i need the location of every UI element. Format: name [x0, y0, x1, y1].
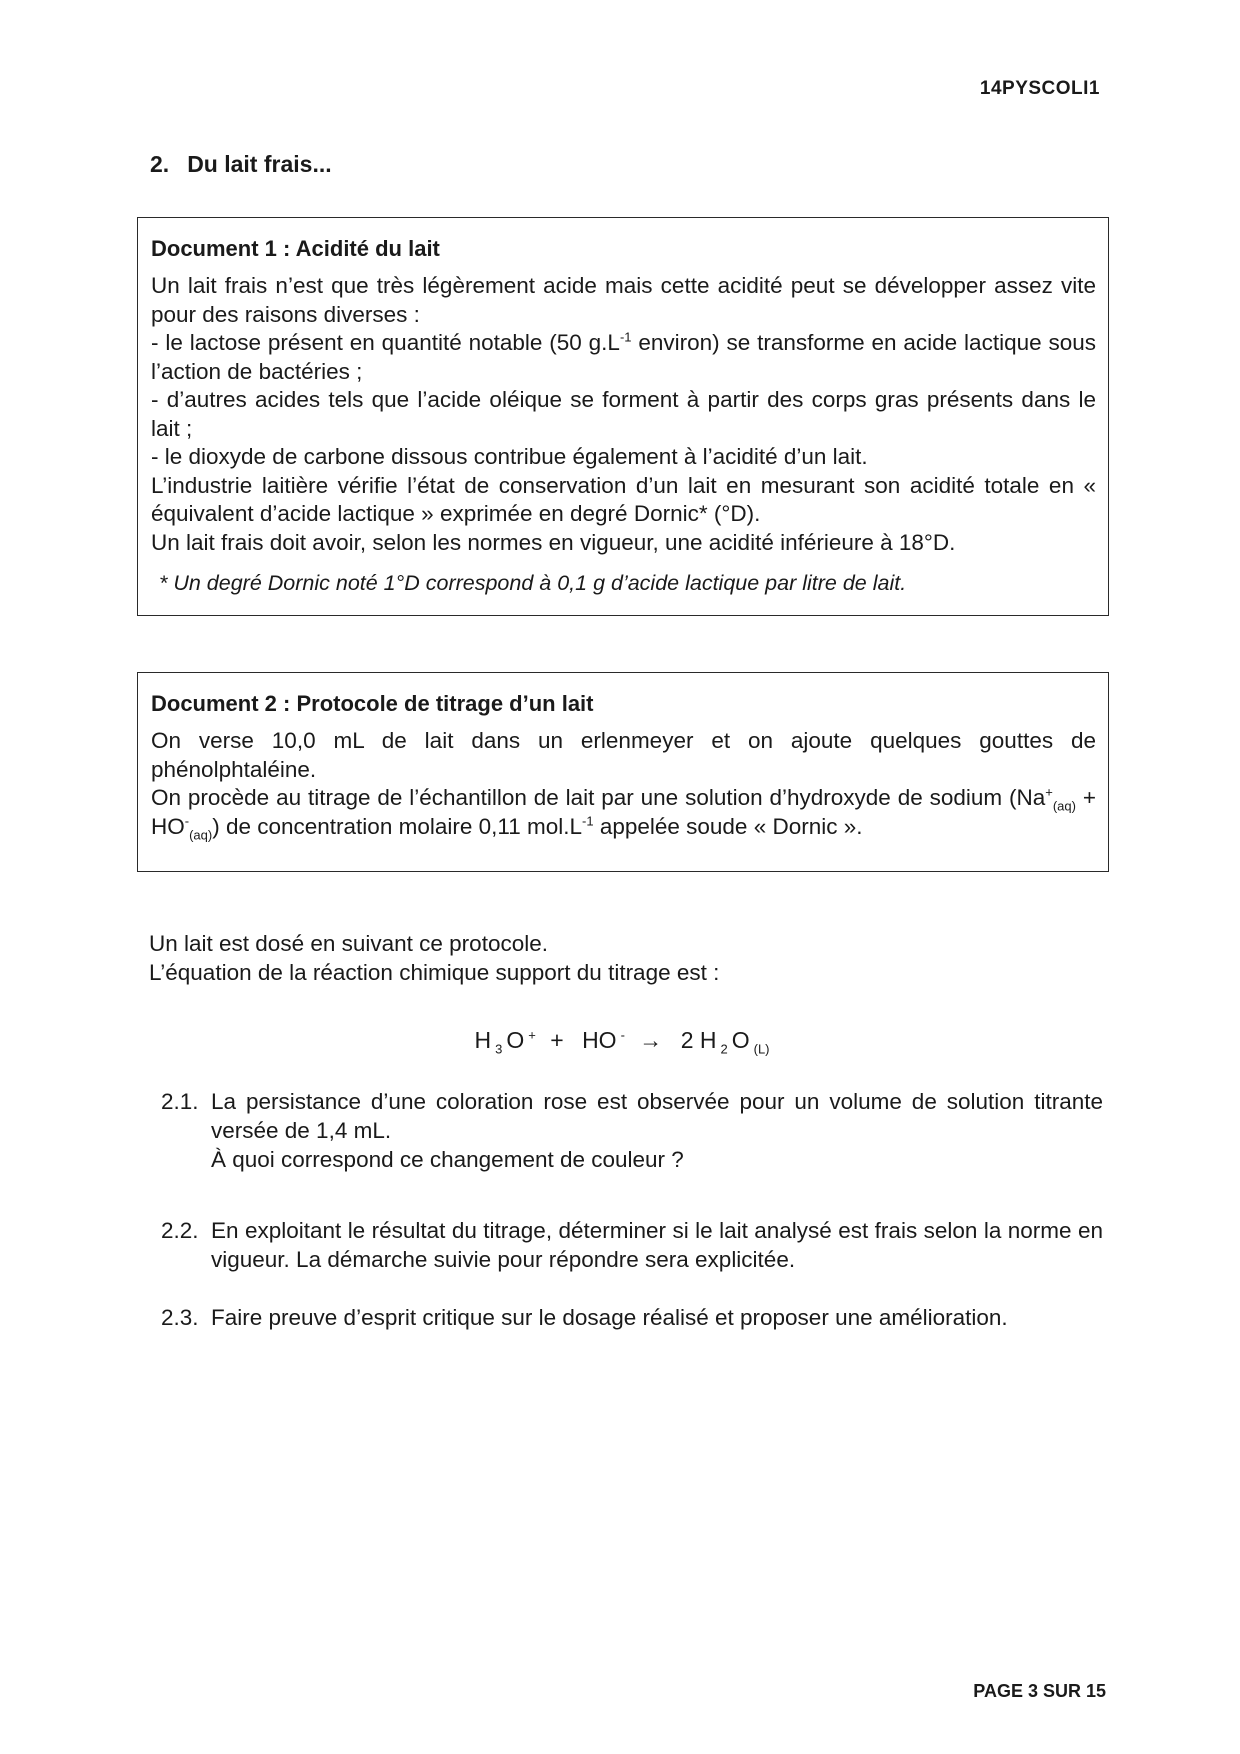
- text-fragment: appelée soude « Dornic ».: [593, 813, 863, 839]
- plus-sign: +: [550, 1027, 564, 1053]
- section-title: [150, 151, 332, 178]
- document-2-box: [137, 672, 1109, 872]
- text-fragment: 2 H: [680, 1027, 717, 1053]
- arrow-icon: →: [639, 1027, 663, 1053]
- question-text: La persistance d’une coloration rose est observée pour un volume de solution titrante versée de 1,4 mL.: [211, 1089, 1103, 1143]
- subscript: (aq): [1052, 798, 1076, 814]
- document-1-title: Document 1 : Acidité du lait: [151, 236, 440, 261]
- text-fragment: On procède au titrage de l’échantillon de lait par une solution d’hydroxyde de sodium (Na: [151, 785, 1046, 810]
- text-fragment: ) de concentration molaire 0,11 mol.L: [212, 813, 582, 839]
- document-1-paragraph: [151, 329, 1096, 386]
- question-text: En exploitant le résultat du titrage, déterminer si le lait analysé est frais selon la norme en vigueur. La démarche suivie pour répondre sera explicitée.: [211, 1218, 1103, 1272]
- text-fragment: + HO: [151, 785, 1096, 839]
- product-water: [677, 1027, 770, 1057]
- intro-line: Un lait est dosé en suivant ce protocole.: [149, 931, 548, 956]
- page-number: PAGE 3 SUR 15: [973, 1681, 1106, 1701]
- question-2-3: [161, 1303, 1103, 1332]
- superscript: -: [184, 813, 190, 828]
- superscript: -: [620, 1027, 625, 1043]
- chemical-equation: [0, 1027, 1240, 1057]
- superscript: -1: [582, 813, 594, 828]
- text-fragment: O: [506, 1027, 525, 1053]
- superscript: +: [528, 1027, 536, 1043]
- question-text: Faire preuve d’esprit critique sur le dosage réalisé et proposer une amélioration.: [211, 1305, 1008, 1330]
- document-1-paragraph: L’industrie laitière vérifie l’état de conservation d’un lait en mesurant son acidité totale en « équivalent d’acide lactique » exprimée en degré Dornic* (°D).: [151, 472, 1096, 526]
- text-fragment: environ) se transforme en acide lactique sous l’action de bactéries ;: [151, 330, 1096, 384]
- subscript: (L): [753, 1041, 770, 1057]
- reactant-hydronium: [471, 1027, 536, 1057]
- exam-code: 14PYSCOLI1: [979, 78, 1100, 99]
- text-fragment: - le lactose présent en quantité notable (50 g.L: [151, 330, 620, 355]
- intro-text: [149, 929, 1109, 987]
- intro-line: L’équation de la réaction chimique support du titrage est :: [149, 960, 720, 985]
- document-2-title: Document 2 : Protocole de titrage d’un lait: [151, 691, 594, 716]
- document-2-paragraph: On verse 10,0 mL de lait dans un erlenmeyer et on ajoute quelques gouttes de phénolphtaléine.: [151, 728, 1096, 782]
- document-1-paragraph: - d’autres acides tels que l’acide oléique se forment à partir des corps gras présents dans le lait ;: [151, 387, 1096, 441]
- superscript: +: [1045, 784, 1053, 800]
- section-number: 2.: [150, 151, 170, 177]
- text-fragment: H: [474, 1027, 492, 1053]
- document-1-paragraph: Un lait frais doit avoir, selon les normes en vigueur, une acidité inférieure à 18°D.: [151, 529, 956, 555]
- question-2-1: [161, 1087, 1103, 1174]
- subscript: 3: [495, 1041, 503, 1057]
- document-1-box: [137, 217, 1109, 616]
- question-number: 2.1.: [161, 1089, 199, 1114]
- section-heading: Du lait frais...: [187, 151, 332, 177]
- document-1-paragraph: - le dioxyde de carbone dissous contribue également à l’acidité d’un lait.: [151, 444, 868, 469]
- document-2-paragraph: [151, 784, 1096, 841]
- text-fragment: O: [731, 1027, 750, 1053]
- question-text: À quoi correspond ce changement de couleur ?: [211, 1147, 684, 1172]
- subscript: (aq): [189, 827, 213, 842]
- superscript: -1: [619, 329, 632, 345]
- question-number: 2.3.: [161, 1305, 199, 1330]
- text-fragment: HO: [582, 1027, 617, 1053]
- subscript: 2: [720, 1041, 728, 1057]
- question-number: 2.2.: [161, 1218, 199, 1243]
- reactant-hydroxide: [578, 1027, 625, 1053]
- document-1-footnote: * Un degré Dornic noté 1°D correspond à 0,1 g d’acide lactique par litre de lait.: [159, 571, 907, 595]
- question-2-2: [161, 1216, 1103, 1274]
- document-1-paragraph: Un lait frais n’est que très légèrement acide mais cette acidité peut se développer assez vite pour des raisons diverses :: [151, 273, 1096, 327]
